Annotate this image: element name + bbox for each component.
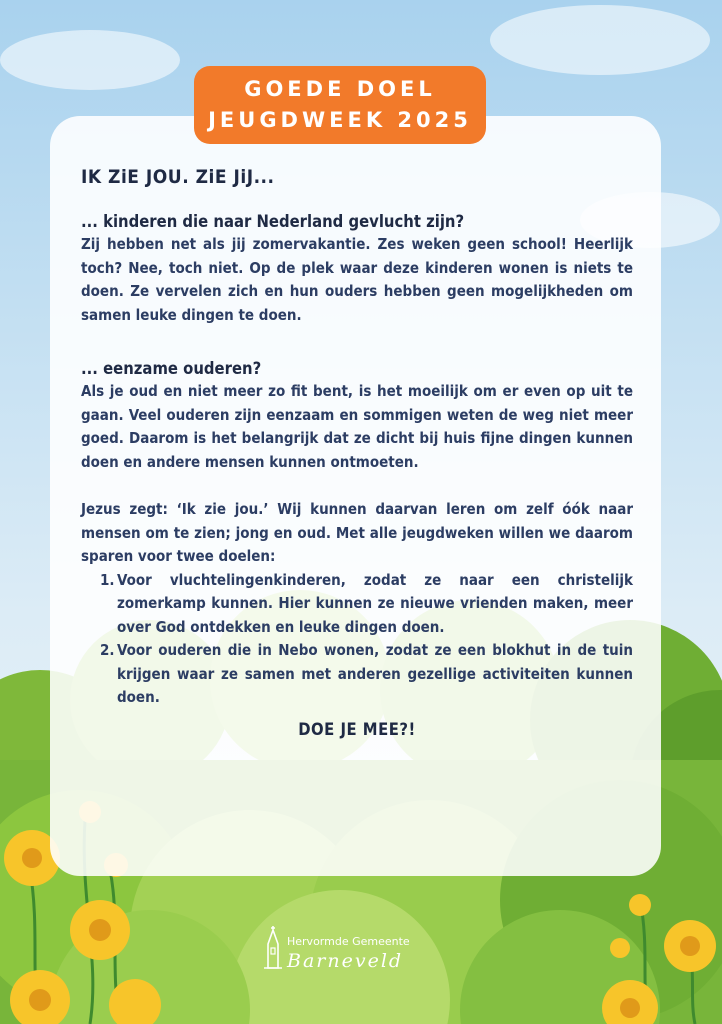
logo-org: Hervormde Gemeente (287, 935, 410, 948)
church-logo (262, 924, 462, 976)
title-banner (194, 66, 486, 144)
section-2-text: Als je oud en niet meer zo fit bent, is het moeilijk om er even op uit te gaan. Veel ouderen zijn eenzaam en sommigen weten de weg niet meer goed. Daarom is het belangrijk dat ze dicht bij huis fijne dingen kunnen doen en andere mensen kunnen ontmoeten. (81, 382, 633, 471)
goals-list (81, 569, 633, 710)
section-1-text: Zij hebben net als jij zomervakantie. Zes weken geen school! Heerlijk toch? Nee, toch niet. Op de plek waar deze kinderen wonen is niets te doen. Ze vervelen zich en hun ouders hebben geen mogelijkheden om samen leuke dingen te doen. (81, 235, 633, 324)
list-text: Voor ouderen die in Nebo wonen, zodat ze een blokhut in de tuin krijgen waar ze samen met anderen gezellige activiteiten kunnen doen. (117, 641, 633, 706)
list-text: Voor vluchtelingenkinderen, zodat ze naar een christelijk zomerkamp kunnen. Hier kunnen ze nieuwe vrienden maken, meer over God ontdekken en leuke dingen doen. (117, 570, 633, 636)
list-item (81, 639, 633, 710)
banner-line-2: JEUGDWEEK 2025 (208, 108, 472, 132)
content (81, 160, 633, 739)
section-1-title: ... kinderen die naar Nederland gevlucht zijn? (81, 212, 465, 231)
banner-line-1: GOEDE DOEL (244, 77, 436, 101)
page-heading: IK ZiE JOU. ZiE JiJ... (81, 166, 275, 188)
section-2-title: ... eenzame ouderen? (81, 359, 262, 378)
list-number: 2. (100, 641, 115, 659)
list-number: 1. (100, 570, 115, 589)
list-item (81, 569, 633, 640)
church-tower-icon (262, 924, 284, 972)
logo-town: Barneveld (287, 950, 404, 972)
call-to-action: DOE JE MEE?! (298, 719, 416, 739)
intro-text: Jezus zegt: ‘Ik zie jou.’ Wij kunnen daarvan leren om zelf óók naar mensen om te zien; jong en oud. Met alle jeugdweken willen we daarom sparen voor twee doelen: (81, 500, 633, 565)
